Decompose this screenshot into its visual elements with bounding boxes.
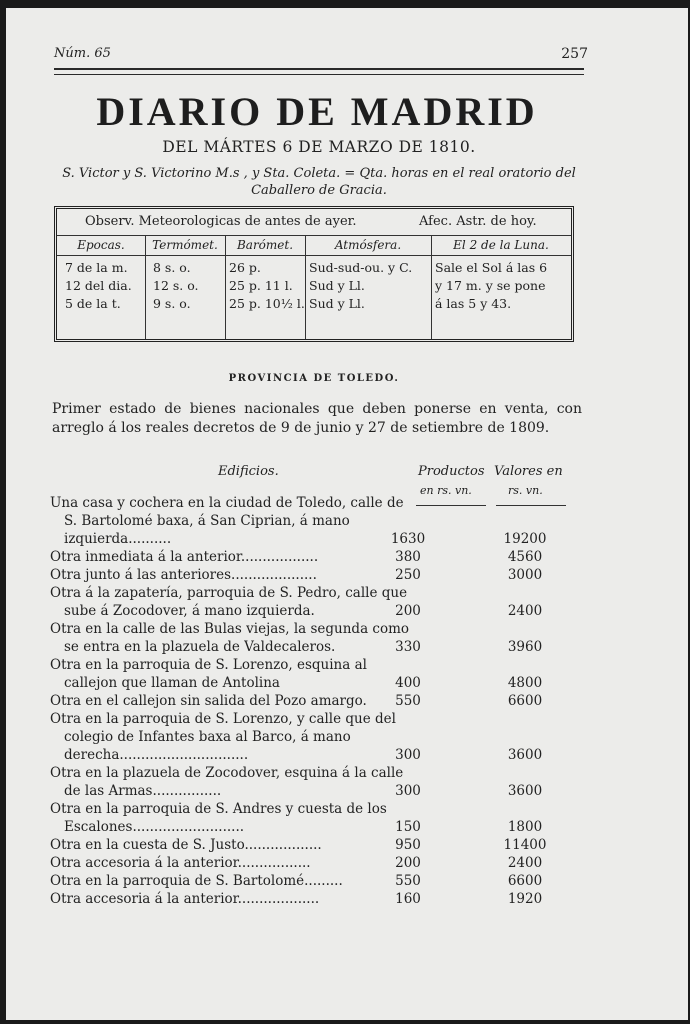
- col-valores: Valores en: [494, 464, 563, 479]
- property-description: Otra en la plazuela de Zocodover, esquina á la calle de las Armas................: [50, 765, 404, 799]
- weather-col-barometro: [225, 235, 306, 339]
- header-top: [54, 46, 588, 68]
- property-description: Otra en la parroquia de S. Lorenzo, y calle que del colegio de Infantes baxa al Barco, á mano derecha..............................: [50, 711, 396, 763]
- weather-cell: Sale el Sol á las 6: [435, 260, 548, 275]
- weather-col-header: Barómet.: [225, 235, 305, 256]
- property-row: [50, 548, 570, 566]
- property-row: [50, 710, 570, 764]
- property-description: Otra en el callejon sin salida del Pozo amargo.: [50, 693, 367, 709]
- property-row: [50, 584, 570, 620]
- col-edificios: Edificios.: [218, 464, 279, 479]
- weather-col-epocas: [57, 235, 146, 339]
- weather-cell: 25 p. 10½ l.: [229, 296, 305, 311]
- property-valor: 3600: [507, 783, 543, 799]
- property-valor: 11400: [503, 837, 547, 853]
- property-description: Otra en la parroquia de S. Andres y cuesta de los Escalones..........................: [50, 801, 387, 835]
- property-valor: 1920: [507, 891, 543, 907]
- property-producto: 550: [395, 873, 421, 889]
- property-producto: 200: [395, 855, 421, 871]
- section-title: PROVINCIA DE TOLEDO.: [228, 373, 400, 384]
- col-productos-unit: en rs. vn.: [420, 484, 472, 497]
- property-description: Otra inmediata á la anterior..................: [50, 549, 319, 565]
- weather-cell: 8 s. o.: [153, 260, 191, 275]
- weather-col-header: Epocas.: [57, 235, 145, 256]
- weather-cell: 26 p.: [229, 260, 261, 275]
- property-producto: 550: [395, 693, 421, 709]
- weather-cell: 12 s. o.: [153, 278, 199, 293]
- property-producto: 330: [395, 639, 421, 655]
- weather-cell: Sud y Ll.: [309, 278, 365, 293]
- newspaper-page: [6, 8, 688, 1020]
- weather-cell: Sud y Ll.: [309, 296, 365, 311]
- property-valor: 6600: [507, 693, 543, 709]
- property-row: [50, 494, 570, 548]
- property-valor: 3600: [507, 747, 543, 763]
- property-row: [50, 566, 570, 584]
- property-valor: 19200: [503, 531, 547, 547]
- property-valor: 1800: [507, 819, 543, 835]
- weather-cell: 5 de la t.: [65, 296, 121, 311]
- property-producto: 200: [395, 603, 421, 619]
- intro-paragraph: Primer estado de bienes nacionales que deben ponerse en venta, con arreglo á los reales decretos de 9 de junio y 27 de setiembre de 1809.: [52, 401, 582, 436]
- weather-table-header: [57, 209, 571, 236]
- property-producto: 250: [395, 567, 421, 583]
- property-producto: 160: [395, 891, 421, 907]
- weather-col-header: El 2 de la Luna.: [431, 235, 571, 256]
- property-row: [50, 854, 570, 872]
- property-valor: 4800: [507, 675, 543, 691]
- property-valor: 3960: [507, 639, 543, 655]
- property-row: [50, 890, 570, 908]
- weather-col-luna: [431, 235, 571, 339]
- property-description: Otra accesoria á la anterior.................: [50, 855, 311, 871]
- property-list: [50, 494, 570, 908]
- property-row: [50, 872, 570, 890]
- property-row: [50, 692, 570, 710]
- property-description: Otra junto á las anteriores....................: [50, 567, 317, 583]
- weather-left-title: Observ. Meteorologicas de antes de ayer.: [85, 214, 357, 229]
- property-description: Una casa y cochera en la ciudad de Toledo, calle de S. Bartolomé baxa, á San Ciprian, á mano izquierda..........: [50, 495, 404, 547]
- saints-line: S. Victor y S. Victorino M.s , y Sta. Coleta. = Qta. horas en el real oratorio del Caballero de Gracia.: [62, 166, 576, 198]
- property-producto: 300: [395, 747, 421, 763]
- property-row: [50, 800, 570, 836]
- property-producto: 1630: [390, 531, 426, 547]
- property-description: Otra en la parroquia de S. Bartolomé.........: [50, 873, 343, 889]
- weather-cell: á las 5 y 43.: [435, 296, 512, 311]
- property-valor: 2400: [507, 603, 543, 619]
- newspaper-title: DIARIO DE MADRID: [96, 89, 538, 134]
- property-row: [50, 836, 570, 854]
- property-description: Otra en la parroquia de S. Lorenzo, esquina al callejon que llaman de Antolina: [50, 657, 367, 691]
- weather-cell: 25 p. 11 l.: [229, 278, 293, 293]
- weather-cell: Sud-sud-ou. y C.: [309, 260, 413, 275]
- property-producto: 300: [395, 783, 421, 799]
- page-number: 257: [561, 46, 588, 62]
- property-description: Otra accesoria á la anterior...................: [50, 891, 320, 907]
- weather-cell: 12 del dia.: [65, 278, 132, 293]
- property-valor: 6600: [507, 873, 543, 889]
- property-description: Otra en la cuesta de S. Justo..................: [50, 837, 322, 853]
- weather-col-header: Atmósfera.: [305, 235, 431, 256]
- property-producto: 380: [395, 549, 421, 565]
- date-line: DEL MÁRTES 6 DE MARZO DE 1810.: [162, 138, 476, 156]
- weather-col-termometro: [145, 235, 226, 339]
- weather-col-atmosfera: [305, 235, 432, 339]
- weather-cell: y 17 m. y se pone: [435, 278, 546, 293]
- property-row: [50, 656, 570, 692]
- property-valor: 4560: [507, 549, 543, 565]
- weather-col-header: Termómet.: [145, 235, 225, 256]
- property-valor: 3000: [507, 567, 543, 583]
- header-rule: [54, 68, 584, 75]
- property-valor: 2400: [507, 855, 543, 871]
- col-valores-unit: rs. vn.: [508, 484, 543, 497]
- weather-cell: 9 s. o.: [153, 296, 191, 311]
- weather-table: [54, 206, 574, 342]
- weather-right-title: Afec. Astr. de hoy.: [419, 214, 537, 229]
- property-row: [50, 764, 570, 800]
- property-description: Otra en la calle de las Bulas viejas, la segunda como se entra en la plazuela de Valdecaleros.: [50, 621, 410, 655]
- property-producto: 950: [395, 837, 421, 853]
- col-productos: Productos: [418, 464, 485, 479]
- issue-number: Núm. 65: [54, 46, 111, 61]
- property-producto: 150: [395, 819, 421, 835]
- property-producto: 400: [395, 675, 421, 691]
- property-row: [50, 620, 570, 656]
- weather-cell: 7 de la m.: [65, 260, 128, 275]
- property-description: Otra á la zapatería, parroquia de S. Pedro, calle que sube á Zocodover, á mano izquierda.: [50, 585, 408, 619]
